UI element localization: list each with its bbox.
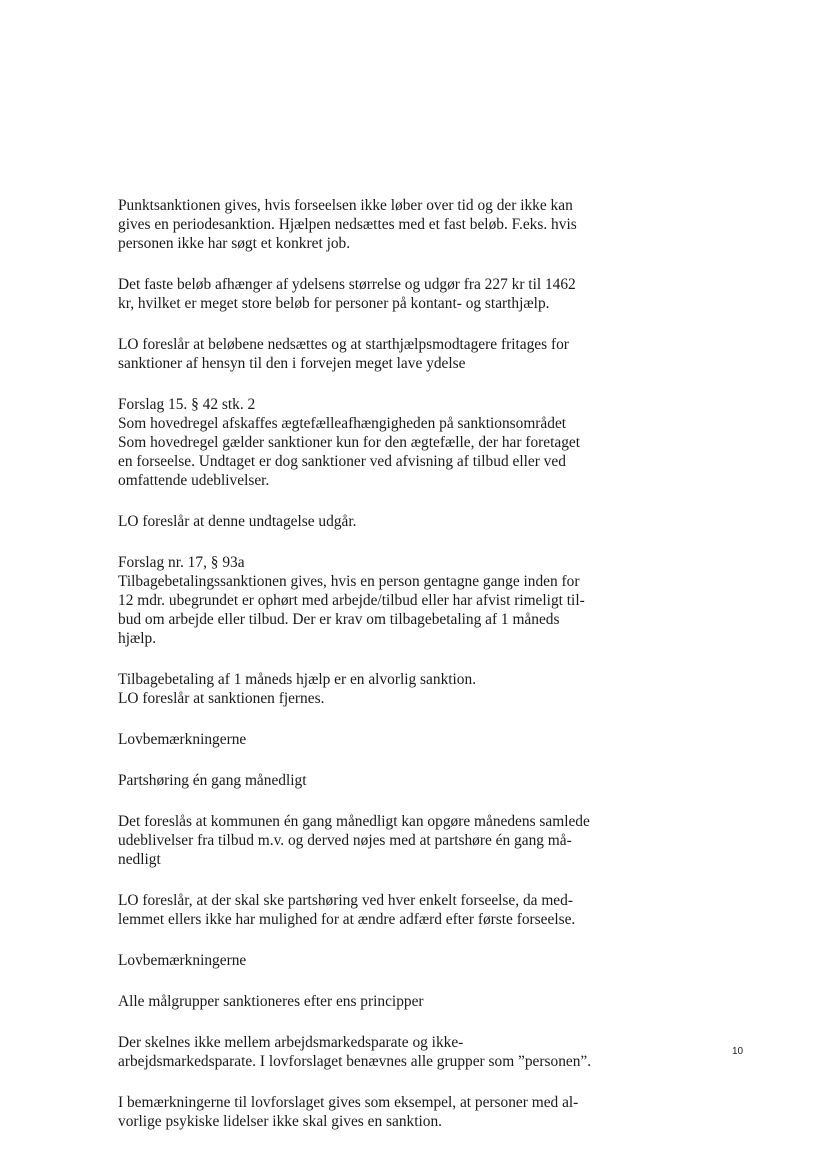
text-line: bud om arbejde eller tilbud. Der er krav om tilbagebetaling af 1 måneds [118,611,560,628]
text-line: Som hovedregel gælder sanktioner kun for den ægtefælle, der har foretaget [118,434,581,451]
paragraph [118,891,618,929]
paragraph [118,951,618,970]
paragraph [118,1033,618,1071]
text-line: personen ikke har søgt et konkret job. [118,235,351,252]
text-line: kr, hvilket er meget store beløb for personer på kontant- og starthjælp. [118,295,550,312]
paragraph [118,395,618,490]
text-line: udeblivelser fra tilbud m.v. og derved nøjes med at partshøre én gang må- [118,832,572,849]
text-line: Partshøring én gang månedligt [118,772,307,789]
text-line: en forseelse. Undtaget er dog sanktioner ved afvisning af tilbud eller ved [118,453,566,470]
text-line: Det foreslås at kommunen én gang månedligt kan opgøre månedens samlede [118,813,590,830]
text-line: LO foreslår at denne undtagelse udgår. [118,513,357,530]
text-line: I bemærkningerne til lovforslaget gives som eksempel, at personer med al- [118,1094,579,1111]
text-line: nedligt [118,851,161,868]
text-line: Lovbemærkningerne [118,952,247,969]
text-line: arbejdsmarkedsparate. I lovforslaget benævnes alle grupper som ”personen”. [118,1053,592,1070]
paragraph [118,670,618,708]
text-line: Der skelnes ikke mellem arbejdsmarkedsparate og ikke- [118,1034,464,1051]
text-line: LO foreslår at sanktionen fjernes. [118,690,325,707]
text-line: Det faste beløb afhænger af ydelsens størrelse og udgør fra 227 kr til 1462 [118,276,576,293]
paragraph [118,1093,618,1131]
text-line: gives en periodesanktion. Hjælpen nedsættes med et fast beløb. F.eks. hvis [118,216,577,233]
text-line: sanktioner af hensyn til den i forvejen meget lave ydelse [118,355,466,372]
text-line: Punktsanktionen gives, hvis forseelsen ikke løber over tid og der ikke kan [118,197,573,214]
paragraph [118,553,618,648]
text-line: Tilbagebetalingssanktionen gives, hvis en person gentagne gange inden for [118,573,580,590]
text-line: Tilbagebetaling af 1 måneds hjælp er en alvorlig sanktion. [118,671,477,688]
paragraph [118,196,618,253]
text-line: vorlige psykiske lidelser ikke skal gives en sanktion. [118,1113,442,1130]
paragraph [118,512,618,531]
text-line: LO foreslår at beløbene nedsættes og at starthjælpsmodtagere fritages for [118,336,569,353]
text-line: 12 mdr. ubegrundet er ophørt med arbejde/tilbud eller har afvist rimeligt til- [118,592,585,609]
paragraph [118,730,618,749]
paragraph [118,771,618,790]
paragraph [118,992,618,1011]
text-line: LO foreslår, at der skal ske partshøring ved hver enkelt forseelse, da med- [118,892,573,909]
text-line: Som hovedregel afskaffes ægtefælleafhængigheden på sanktionsområdet [118,415,567,432]
text-line: Forslag 15. § 42 stk. 2 [118,396,256,413]
text-line: Forslag nr. 17, § 93a [118,554,245,571]
paragraph [118,335,618,373]
text-line: lemmet ellers ikke har mulighed for at ændre adfærd efter første forseelse. [118,911,576,928]
page-number: 10 [732,1046,744,1057]
paragraph [118,275,618,313]
text-line: omfattende udeblivelser. [118,472,270,489]
text-line: hjælp. [118,630,157,647]
text-line: Lovbemærkningerne [118,731,247,748]
paragraph [118,812,618,869]
body-text [118,196,618,1153]
text-line: Alle målgrupper sanktioneres efter ens principper [118,993,424,1010]
